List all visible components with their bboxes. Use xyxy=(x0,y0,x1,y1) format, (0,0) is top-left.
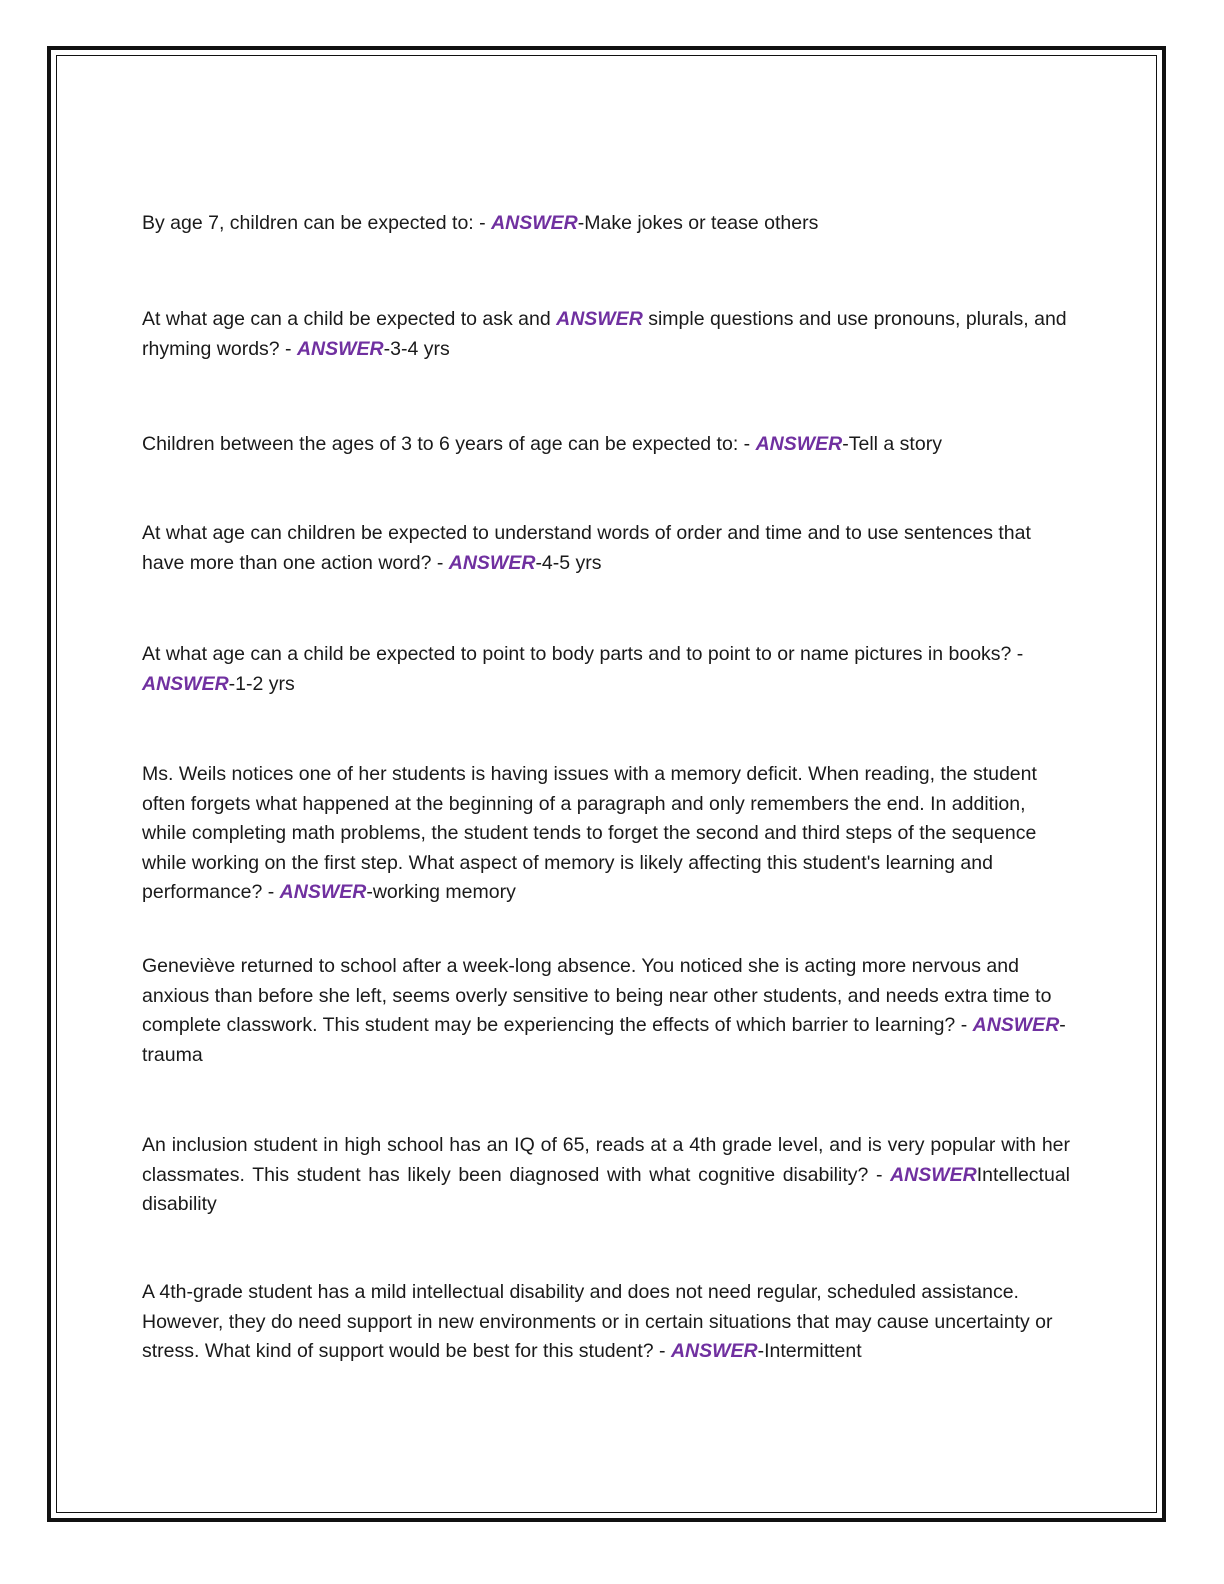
question-text: An inclusion student in high school has an IQ of 65, reads at a 4th grade level, and is very popular with her classmates. This student has likely been diagnosed with what cognitive disability? - xyxy=(142,1134,1070,1186)
question-text: Ms. Weils notices one of her students is having issues with a memory deficit. When reading, the student often forgets what happened at the beginning of a paragraph and only remembers the end. In addition, while completing math problems, the student tends to forget the second and third steps of the sequence while working on the first step. What aspect of memory is likely affecting this student's learning and performance? - xyxy=(142,763,1037,903)
question-text: Geneviève returned to school after a week-long absence. You noticed she is acting more nervous and anxious than before she left, seems overly sensitive to being near other students, and needs extra time to complete classwork. This student may be experiencing the effects of which barrier to learning? - xyxy=(142,955,1052,1036)
answer-text: -4-5 yrs xyxy=(535,551,602,574)
qa-item-1 xyxy=(142,209,1070,239)
qa-item-2 xyxy=(142,305,1070,364)
question-text: Children between the ages of 3 to 6 years of age can be expected to: - xyxy=(142,433,756,455)
qa-item-9 xyxy=(142,1278,1070,1367)
question-text: At what age can a child be expected to point to body parts and to point to or name pictures in books? - xyxy=(142,643,1024,665)
answer-keyword: ANSWER xyxy=(279,881,367,903)
answer-text: -3-4 yrs xyxy=(383,337,450,360)
answer-keyword: ANSWER xyxy=(556,308,643,330)
answer-text: -trauma xyxy=(142,1014,1066,1066)
qa-item-6 xyxy=(142,760,1070,908)
answer-keyword: ANSWER xyxy=(448,551,536,574)
qa-item-7 xyxy=(142,952,1070,1070)
question-text: At what age can a child be expected to ask and xyxy=(142,308,557,330)
question-text: At what age can children be expected to understand words of order and time and to use sentences that have more than one action word? - xyxy=(142,522,1031,574)
qa-item-3 xyxy=(142,430,1070,460)
qa-item-8 xyxy=(142,1131,1070,1220)
answer-text: -1-2 yrs xyxy=(228,672,295,695)
answer-text: -working memory xyxy=(366,881,516,903)
answer-keyword: ANSWER xyxy=(755,433,843,455)
question-text: simple questions and use pronouns, plurals, and rhyming words? - xyxy=(142,308,1067,360)
answer-text: -Tell a story xyxy=(842,433,942,455)
answer-keyword: ANSWER xyxy=(296,337,384,360)
answer-keyword: ANSWER xyxy=(142,672,229,695)
question-text: By age 7, children can be expected to: - xyxy=(142,212,492,234)
answer-keyword: ANSWER xyxy=(491,212,578,234)
answer-text: -Make jokes or tease others xyxy=(577,212,819,234)
answer-keyword: ANSWER xyxy=(670,1340,758,1362)
qa-item-4 xyxy=(142,519,1070,578)
answer-keyword: ANSWER xyxy=(972,1014,1060,1036)
qa-item-5 xyxy=(142,640,1070,699)
answer-keyword: ANSWER xyxy=(890,1163,977,1186)
question-text: A 4th-grade student has a mild intellectual disability and does not need regular, scheduled assistance. However, they do need support in new environments or in certain situations that may cause uncertainty or stress. What kind of support would be best for this student? - xyxy=(142,1281,1053,1362)
answer-text: Intellectual disability xyxy=(142,1163,1070,1215)
answer-text: -Intermittent xyxy=(757,1340,862,1362)
